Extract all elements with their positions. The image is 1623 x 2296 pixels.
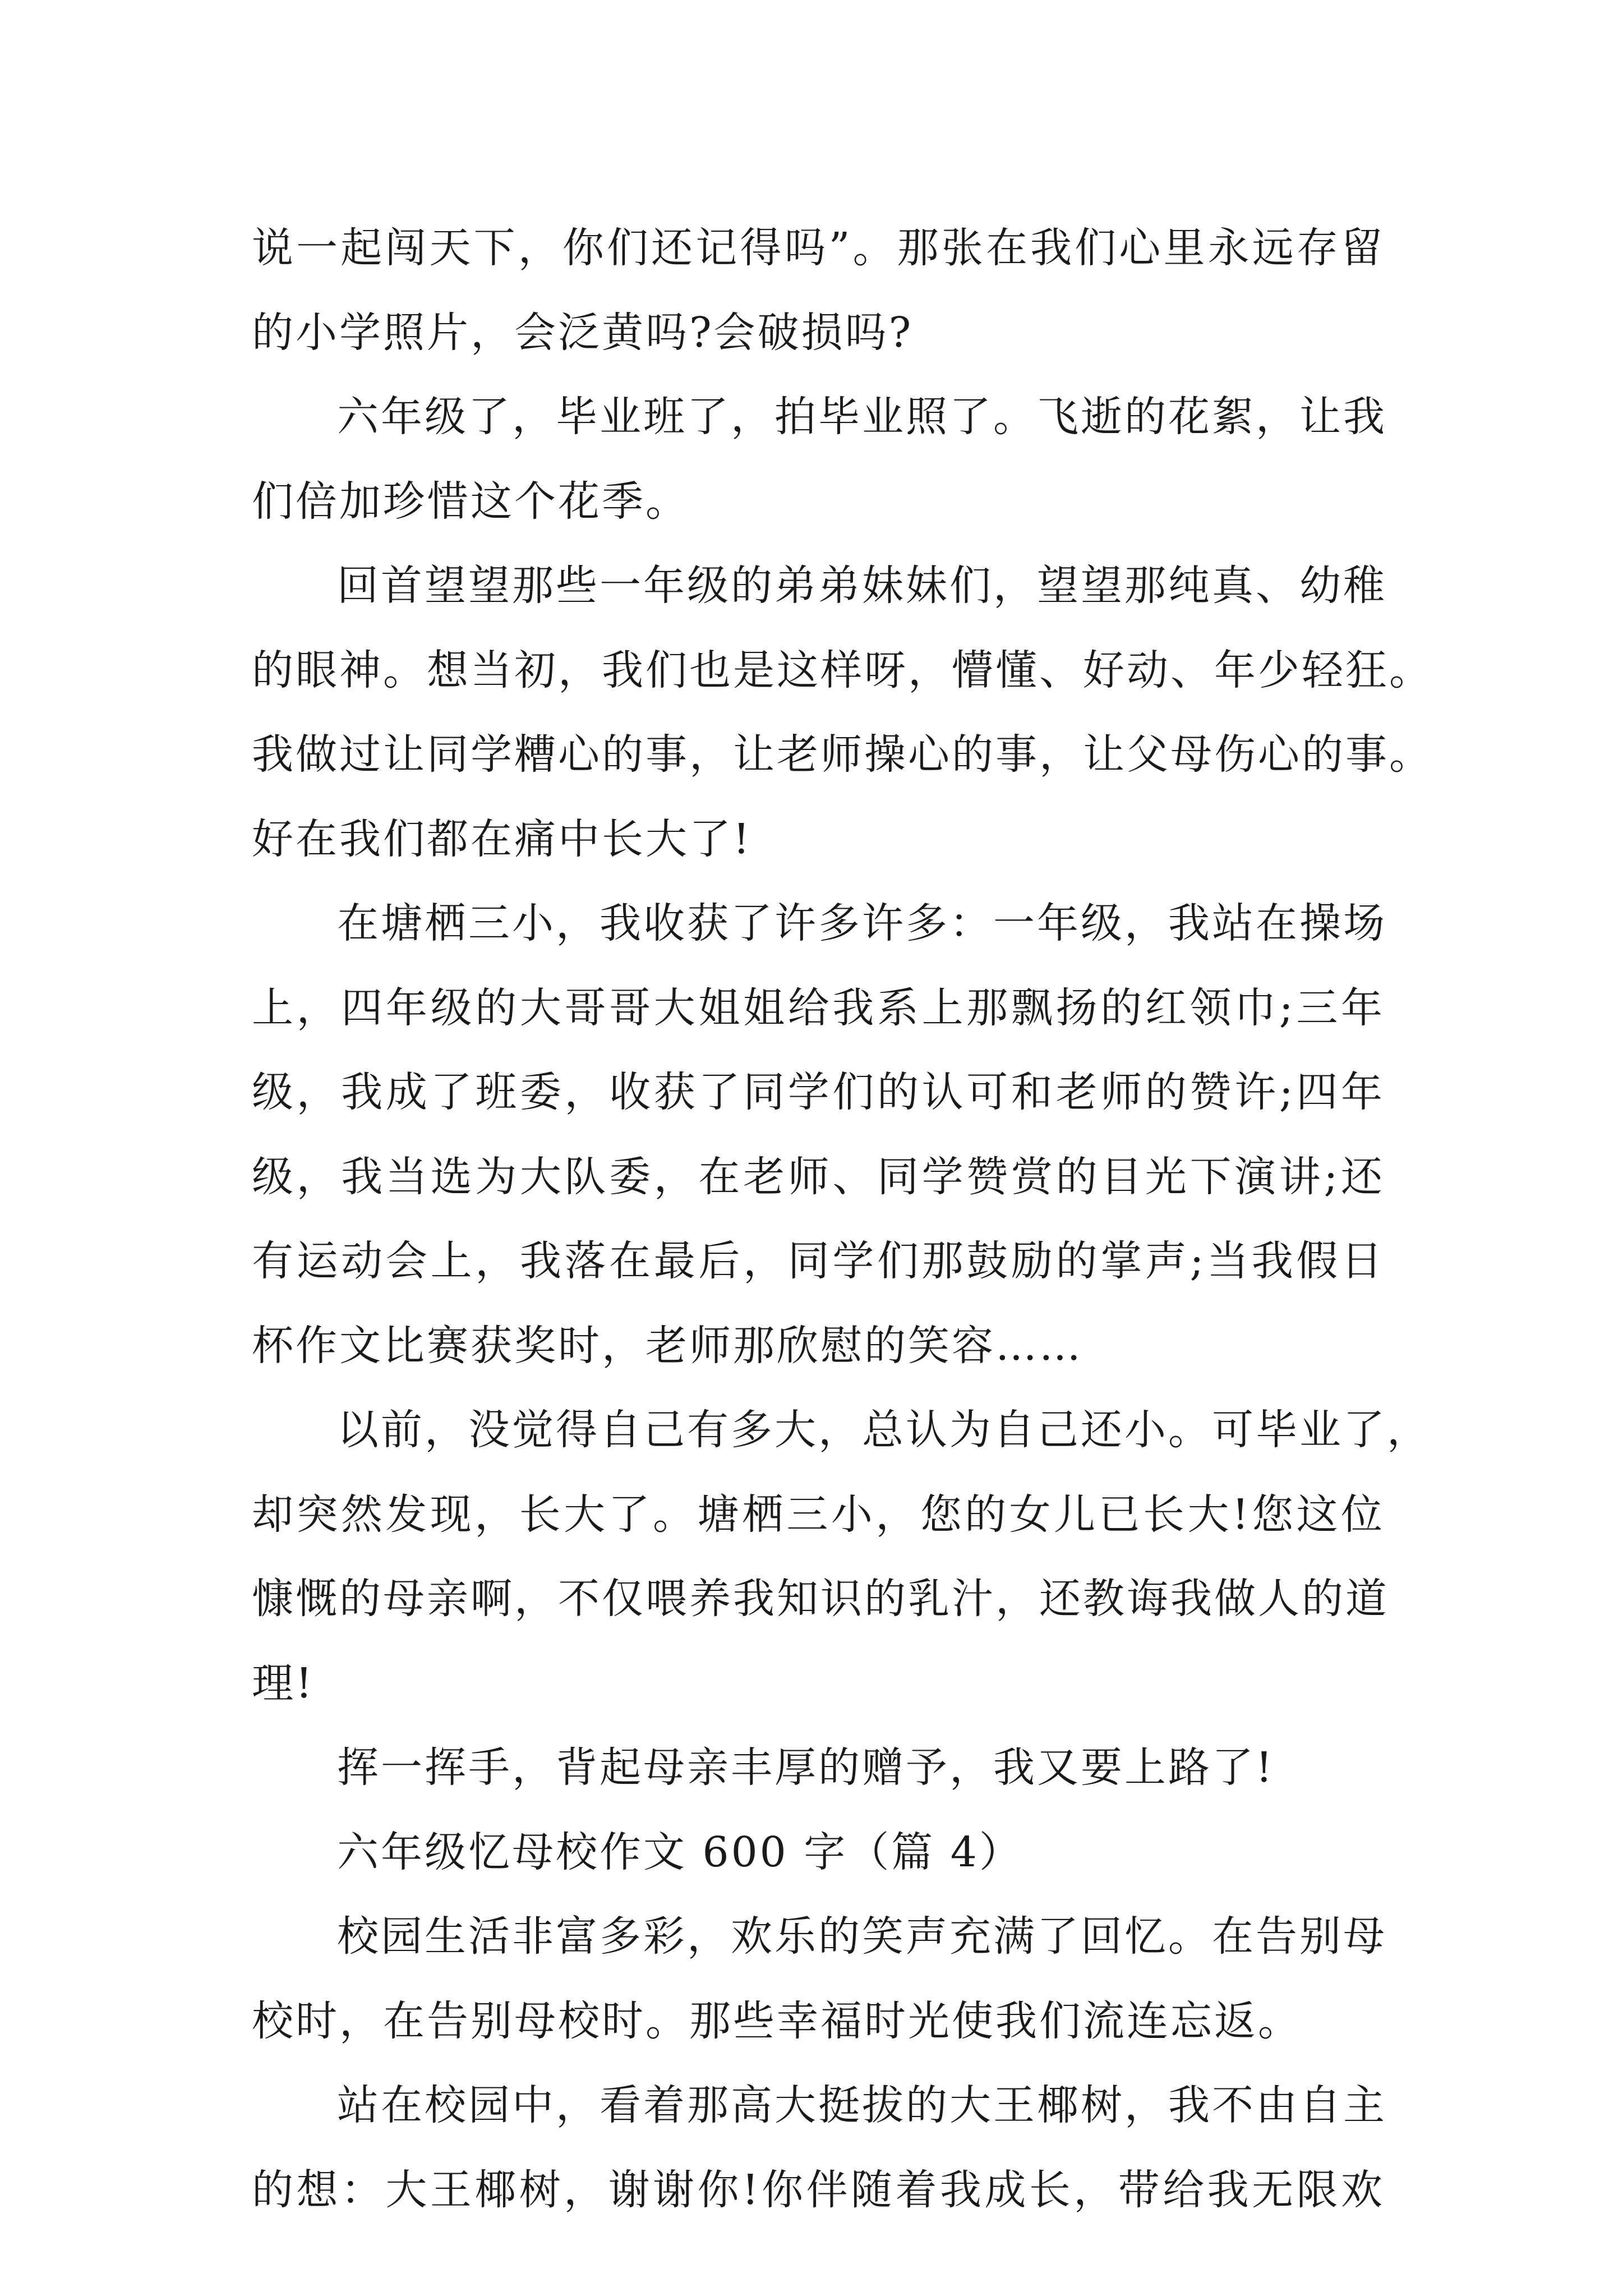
text-line: 以前，没觉得自己有多大，总认为自己还小。可毕业了， xyxy=(337,1406,1431,1454)
text-line: 级，我成了班委，收获了同学们的认可和老师的赞许;四年 xyxy=(252,1068,1385,1116)
text-line: 慷慨的母亲啊，不仅喂养我知识的乳汁，还教诲我做人的道 xyxy=(252,1575,1389,1623)
text-line: 级，我当选为大队委，在老师、同学赞赏的目光下演讲;还 xyxy=(252,1152,1385,1201)
text-line: 却突然发现，长大了。塘栖三小，您的女儿已长大!您这位 xyxy=(252,1490,1385,1539)
text-line: 上，四年级的大哥哥大姐姐给我系上那飘扬的红领巾;三年 xyxy=(252,983,1385,1032)
text-line: 在塘栖三小，我收获了许多许多：一年级，我站在操场 xyxy=(337,899,1387,947)
text-line: 好在我们都在痛中长大了! xyxy=(252,815,752,863)
text-line: 们倍加珍惜这个花季。 xyxy=(252,477,689,526)
text-line: 站在校园中，看着那高大挺拔的大王椰树，我不由自主 xyxy=(337,2081,1387,2129)
text-line: 的眼神。想当初，我们也是这样呀，懵懂、好动、年少轻狂。 xyxy=(252,646,1433,694)
text-line: 我做过让同学糟心的事，让老师操心的事，让父母伤心的事。 xyxy=(252,730,1433,779)
text-line: 的想：大王椰树，谢谢你!你伴随着我成长，带给我无限欢 xyxy=(252,2165,1385,2214)
text-line: 校园生活非富多彩，欢乐的笑声充满了回忆。在告别母 xyxy=(337,1912,1387,1961)
text-line: 的小学照片，会泛黄吗?会破损吗? xyxy=(252,308,914,357)
text-line: 挥一挥手，背起母亲丰厚的赠予，我又要上路了! xyxy=(337,1743,1275,1792)
text-line: 校时，在告别母校时。那些幸福时光使我们流连忘返。 xyxy=(252,1996,1302,2045)
text-line: 回首望望那些一年级的弟弟妹妹们，望望那纯真、幼稚 xyxy=(337,562,1387,610)
text-line: 理! xyxy=(252,1659,315,1708)
text-line: 有运动会上，我落在最后，同学们那鼓励的掌声;当我假日 xyxy=(252,1237,1385,1285)
text-line: 六年级了，毕业班了，拍毕业照了。飞逝的花絮，让我 xyxy=(337,393,1387,441)
document-body xyxy=(252,206,1433,2232)
text-line: 杯作文比赛获奖时，老师那欣慰的笑容…… xyxy=(252,1321,1083,1370)
text-line: 说一起闯天下，你们还记得吗”。那张在我们心里永远存留 xyxy=(252,224,1385,272)
text-line: 六年级忆母校作文 600 字（篇 4） xyxy=(337,1828,1023,1876)
